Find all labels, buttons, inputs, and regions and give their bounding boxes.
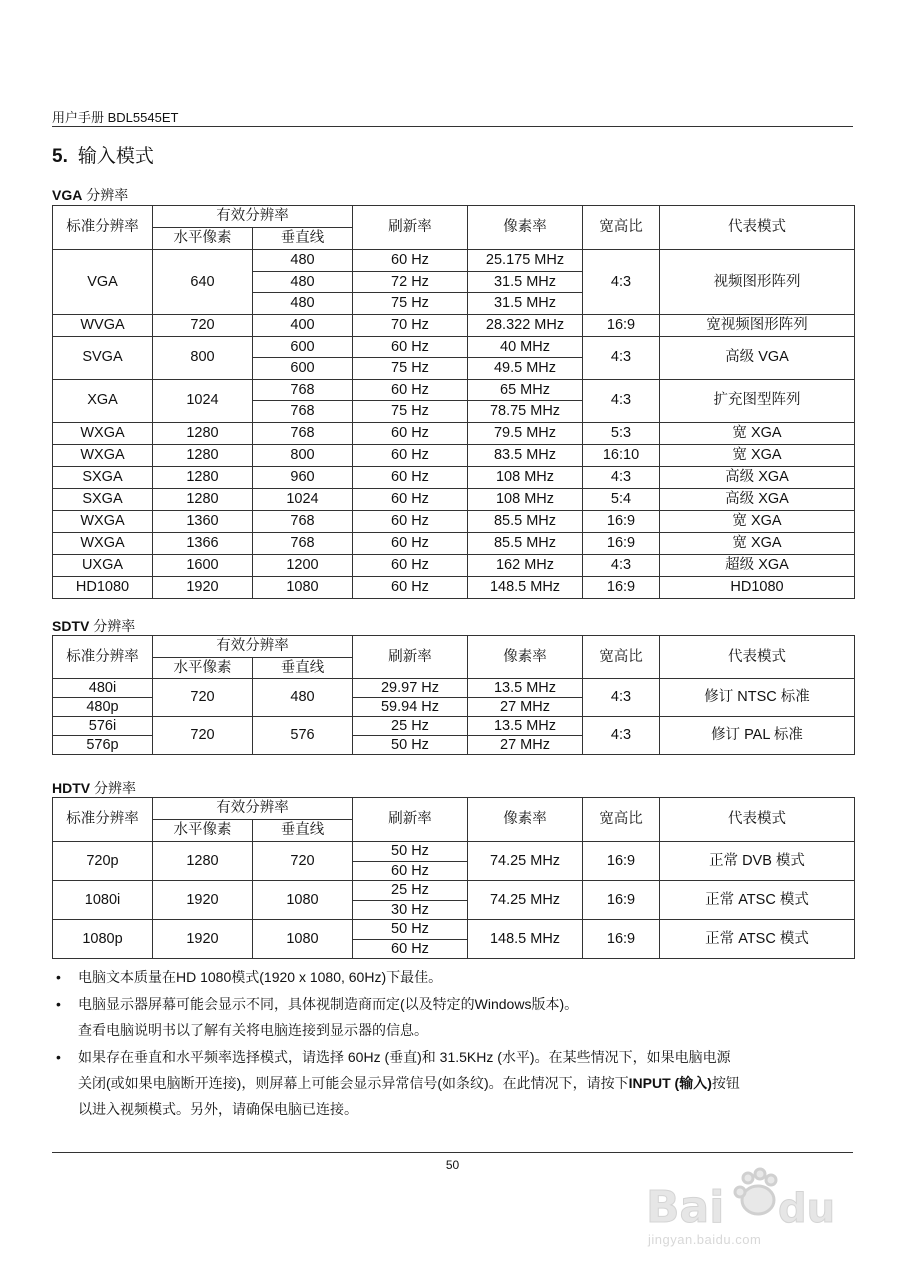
table-row [53,510,855,532]
vertical-lines: 720 [253,842,353,881]
header-rule [52,126,853,127]
vertical-lines: 480 [253,250,353,272]
refresh-rate: 60 Hz [353,444,468,466]
header-mode: 代表模式 [660,798,855,842]
aspect-ratio: 16:9 [583,881,660,920]
bullet-icon: • [56,996,61,1012]
vertical-lines: 400 [253,314,353,336]
aspect-ratio: 4:3 [583,717,660,755]
resolution-name: XGA [53,379,153,422]
mode-description: 视频图形阵列 [660,250,855,315]
mode-description: HD1080 [660,576,855,598]
header-std-resolution: 标准分辨率 [53,636,153,679]
pixel-rate: 162 MHz [468,554,583,576]
mode-description: 宽视频图形阵列 [660,314,855,336]
mode-description: 超级 XGA [660,554,855,576]
refresh-rate: 60 Hz [353,422,468,444]
aspect-ratio: 4:3 [583,336,660,379]
bullet-icon: • [56,969,61,985]
bullet-icon: • [56,1049,61,1065]
resolution-name: SXGA [53,466,153,488]
refresh-rate: 60 Hz [353,466,468,488]
horizontal-pixels: 1366 [153,532,253,554]
sdtv-table-title: SDTV 分辨率 [52,618,136,634]
mode-description: 宽 XGA [660,422,855,444]
resolution-name: WXGA [53,444,153,466]
vertical-lines: 768 [253,532,353,554]
mode-description: 高级 XGA [660,488,855,510]
table-row [53,636,855,658]
vga-table [52,205,855,599]
resolution-name: WXGA [53,510,153,532]
vertical-lines: 1080 [253,881,353,920]
resolution-name: WVGA [53,314,153,336]
mode-description: 高级 XGA [660,466,855,488]
header-pixel-rate: 像素率 [468,206,583,250]
vertical-lines: 768 [253,401,353,423]
table-row [53,842,855,862]
aspect-ratio: 4:3 [583,466,660,488]
pixel-rate: 49.5 MHz [468,358,583,380]
notes [52,964,852,1122]
refresh-rate: 30 Hz [353,900,468,920]
header-mode: 代表模式 [660,636,855,679]
horizontal-pixels: 800 [153,336,253,379]
header-refresh-rate: 刷新率 [353,636,468,679]
hdtv-table [52,797,855,959]
horizontal-pixels: 1600 [153,554,253,576]
mode-description: 高级 VGA [660,336,855,379]
pixel-rate: 83.5 MHz [468,444,583,466]
horizontal-pixels: 720 [153,314,253,336]
aspect-ratio: 16:10 [583,444,660,466]
horizontal-pixels: 1280 [153,488,253,510]
horizontal-pixels: 640 [153,250,253,315]
resolution-name: 720p [53,842,153,881]
resolution-name: UXGA [53,554,153,576]
resolution-name: 1080p [53,920,153,959]
vga-table-title: VGA 分辨率 [52,187,129,203]
mode-description: 宽 XGA [660,510,855,532]
pixel-rate: 27 MHz [468,698,583,717]
resolution-name: 576i [53,717,153,736]
table-row [53,881,855,901]
table-row [53,717,855,736]
pixel-rate: 108 MHz [468,488,583,510]
horizontal-pixels: 1920 [153,576,253,598]
horizontal-pixels: 1920 [153,920,253,959]
pixel-rate: 40 MHz [468,336,583,358]
aspect-ratio: 4:3 [583,554,660,576]
table-row [53,336,855,358]
header-aspect-ratio: 宽高比 [583,636,660,679]
pixel-rate: 79.5 MHz [468,422,583,444]
vertical-lines: 480 [253,293,353,315]
refresh-rate: 72 Hz [353,271,468,293]
header-pixel-rate: 像素率 [468,798,583,842]
resolution-name: WXGA [53,422,153,444]
vertical-lines: 1200 [253,554,353,576]
section-title-text: 输入模式 [77,146,154,167]
aspect-ratio: 16:9 [583,314,660,336]
resolution-name: 1080i [53,881,153,920]
header-std-resolution: 标准分辨率 [53,798,153,842]
table-row [53,250,855,272]
header-aspect-ratio: 宽高比 [583,206,660,250]
vertical-lines: 1080 [253,576,353,598]
pixel-rate: 148.5 MHz [468,920,583,959]
aspect-ratio: 16:9 [583,842,660,881]
vertical-lines: 768 [253,379,353,401]
refresh-rate: 50 Hz [353,842,468,862]
refresh-rate: 60 Hz [353,554,468,576]
refresh-rate: 70 Hz [353,314,468,336]
aspect-ratio: 5:4 [583,488,660,510]
horizontal-pixels: 1024 [153,379,253,422]
horizontal-pixels: 1280 [153,422,253,444]
table-row [53,532,855,554]
refresh-rate: 50 Hz [353,736,468,755]
page-number: 50 [445,1158,460,1172]
refresh-rate: 60 Hz [353,510,468,532]
vertical-lines: 576 [253,717,353,755]
aspect-ratio: 16:9 [583,920,660,959]
header-effective-resolution: 有效分辨率 [153,798,353,820]
mode-description: 正常 ATSC 模式 [660,881,855,920]
vertical-lines: 600 [253,336,353,358]
refresh-rate: 59.94 Hz [353,698,468,717]
header-horizontal-pixels: 水平像素 [153,820,253,842]
resolution-name: WXGA [53,532,153,554]
horizontal-pixels: 720 [153,679,253,717]
refresh-rate: 60 Hz [353,576,468,598]
resolution-name: SVGA [53,336,153,379]
aspect-ratio: 4:3 [583,379,660,422]
table-row [53,422,855,444]
table-row [53,554,855,576]
refresh-rate: 25 Hz [353,881,468,901]
refresh-rate: 60 Hz [353,336,468,358]
pixel-rate: 25.175 MHz [468,250,583,272]
note-2: • 电脑显示器屏幕可能会显示不同，具体视制造商而定(以及特定的Windows版本)。 查看电脑说明书以了解有关将电脑连接到显示器的信息。 [52,991,852,1043]
section-title [52,141,154,168]
header-pixel-rate: 像素率 [468,636,583,679]
pixel-rate: 148.5 MHz [468,576,583,598]
mode-description: 宽 XGA [660,532,855,554]
header-effective-resolution: 有效分辨率 [153,636,353,658]
aspect-ratio: 16:9 [583,510,660,532]
refresh-rate: 25 Hz [353,717,468,736]
horizontal-pixels: 1280 [153,444,253,466]
vertical-lines: 960 [253,466,353,488]
sdtv-table [52,635,855,755]
note-1: • 电脑文本质量在HD 1080模式(1920 x 1080, 60Hz)下最佳。 [52,964,852,990]
header-refresh-rate: 刷新率 [353,798,468,842]
header-vertical-lines: 垂直线 [253,820,353,842]
refresh-rate: 60 Hz [353,379,468,401]
svg-text:Bai: Bai [646,1182,725,1233]
refresh-rate: 75 Hz [353,293,468,315]
note-3: • 如果存在垂直和水平频率选择模式，请选择 60Hz (垂直)和 31.5KHz (水平)。在某些情况下，如果电脑电源 关闭(或如果电脑断开连接)，则屏幕上可能会显示异常信号(如条纹)。在此情况下，请按下INPUT (输入)按钮 以进入视频模式。另外，请确保电脑已连接。 [52,1044,852,1122]
refresh-rate: 60 Hz [353,250,468,272]
watermark-url: jingyan.baidu.com [648,1232,762,1247]
header-effective-resolution: 有效分辨率 [153,206,353,228]
table-row [53,920,855,940]
pixel-rate: 13.5 MHz [468,679,583,698]
pixel-rate: 13.5 MHz [468,717,583,736]
pixel-rate: 85.5 MHz [468,510,583,532]
refresh-rate: 60 Hz [353,488,468,510]
refresh-rate: 50 Hz [353,920,468,940]
pixel-rate: 28.322 MHz [468,314,583,336]
table-row [53,379,855,401]
horizontal-pixels: 1280 [153,842,253,881]
table-row [53,679,855,698]
aspect-ratio: 4:3 [583,679,660,717]
table-row [53,466,855,488]
mode-description: 修订 PAL 标准 [660,717,855,755]
resolution-name: 480i [53,679,153,698]
hdtv-table-title: HDTV 分辨率 [52,780,137,796]
resolution-name: 576p [53,736,153,755]
header-horizontal-pixels: 水平像素 [153,228,253,250]
vertical-lines: 800 [253,444,353,466]
refresh-rate: 75 Hz [353,358,468,380]
aspect-ratio: 16:9 [583,576,660,598]
mode-description: 扩充图型阵列 [660,379,855,422]
refresh-rate: 75 Hz [353,401,468,423]
horizontal-pixels: 1920 [153,881,253,920]
doc-header: 用户手册 BDL5545ET [52,110,179,125]
aspect-ratio: 16:9 [583,532,660,554]
svg-text:du: du [778,1186,836,1232]
aspect-ratio: 5:3 [583,422,660,444]
refresh-rate: 29.97 Hz [353,679,468,698]
vertical-lines: 1080 [253,920,353,959]
pixel-rate: 85.5 MHz [468,532,583,554]
mode-description: 正常 DVB 模式 [660,842,855,881]
table-row [53,576,855,598]
pixel-rate: 31.5 MHz [468,293,583,315]
resolution-name: VGA [53,250,153,315]
pixel-rate: 31.5 MHz [468,271,583,293]
section-number: 5. [52,146,68,167]
vertical-lines: 600 [253,358,353,380]
vertical-lines: 480 [253,271,353,293]
pixel-rate: 27 MHz [468,736,583,755]
header-vertical-lines: 垂直线 [253,228,353,250]
refresh-rate: 60 Hz [353,861,468,881]
resolution-name: SXGA [53,488,153,510]
resolution-name: 480p [53,698,153,717]
horizontal-pixels: 1360 [153,510,253,532]
pixel-rate: 74.25 MHz [468,842,583,881]
table-row [53,488,855,510]
refresh-rate: 60 Hz [353,532,468,554]
header-horizontal-pixels: 水平像素 [153,658,253,679]
mode-description: 宽 XGA [660,444,855,466]
header-mode: 代表模式 [660,206,855,250]
header-std-resolution: 标准分辨率 [53,206,153,250]
header-refresh-rate: 刷新率 [353,206,468,250]
pixel-rate: 108 MHz [468,466,583,488]
resolution-name: HD1080 [53,576,153,598]
vertical-lines: 1024 [253,488,353,510]
aspect-ratio: 4:3 [583,250,660,315]
table-row [53,314,855,336]
pixel-rate: 65 MHz [468,379,583,401]
mode-description: 正常 ATSC 模式 [660,920,855,959]
pixel-rate: 78.75 MHz [468,401,583,423]
pixel-rate: 74.25 MHz [468,881,583,920]
vertical-lines: 768 [253,422,353,444]
horizontal-pixels: 1280 [153,466,253,488]
table-row [53,798,855,820]
table-row [53,444,855,466]
mode-description: 修订 NTSC 标准 [660,679,855,717]
vertical-lines: 480 [253,679,353,717]
header-aspect-ratio: 宽高比 [583,798,660,842]
table-row [53,206,855,228]
header-vertical-lines: 垂直线 [253,658,353,679]
vertical-lines: 768 [253,510,353,532]
horizontal-pixels: 720 [153,717,253,755]
refresh-rate: 60 Hz [353,939,468,959]
